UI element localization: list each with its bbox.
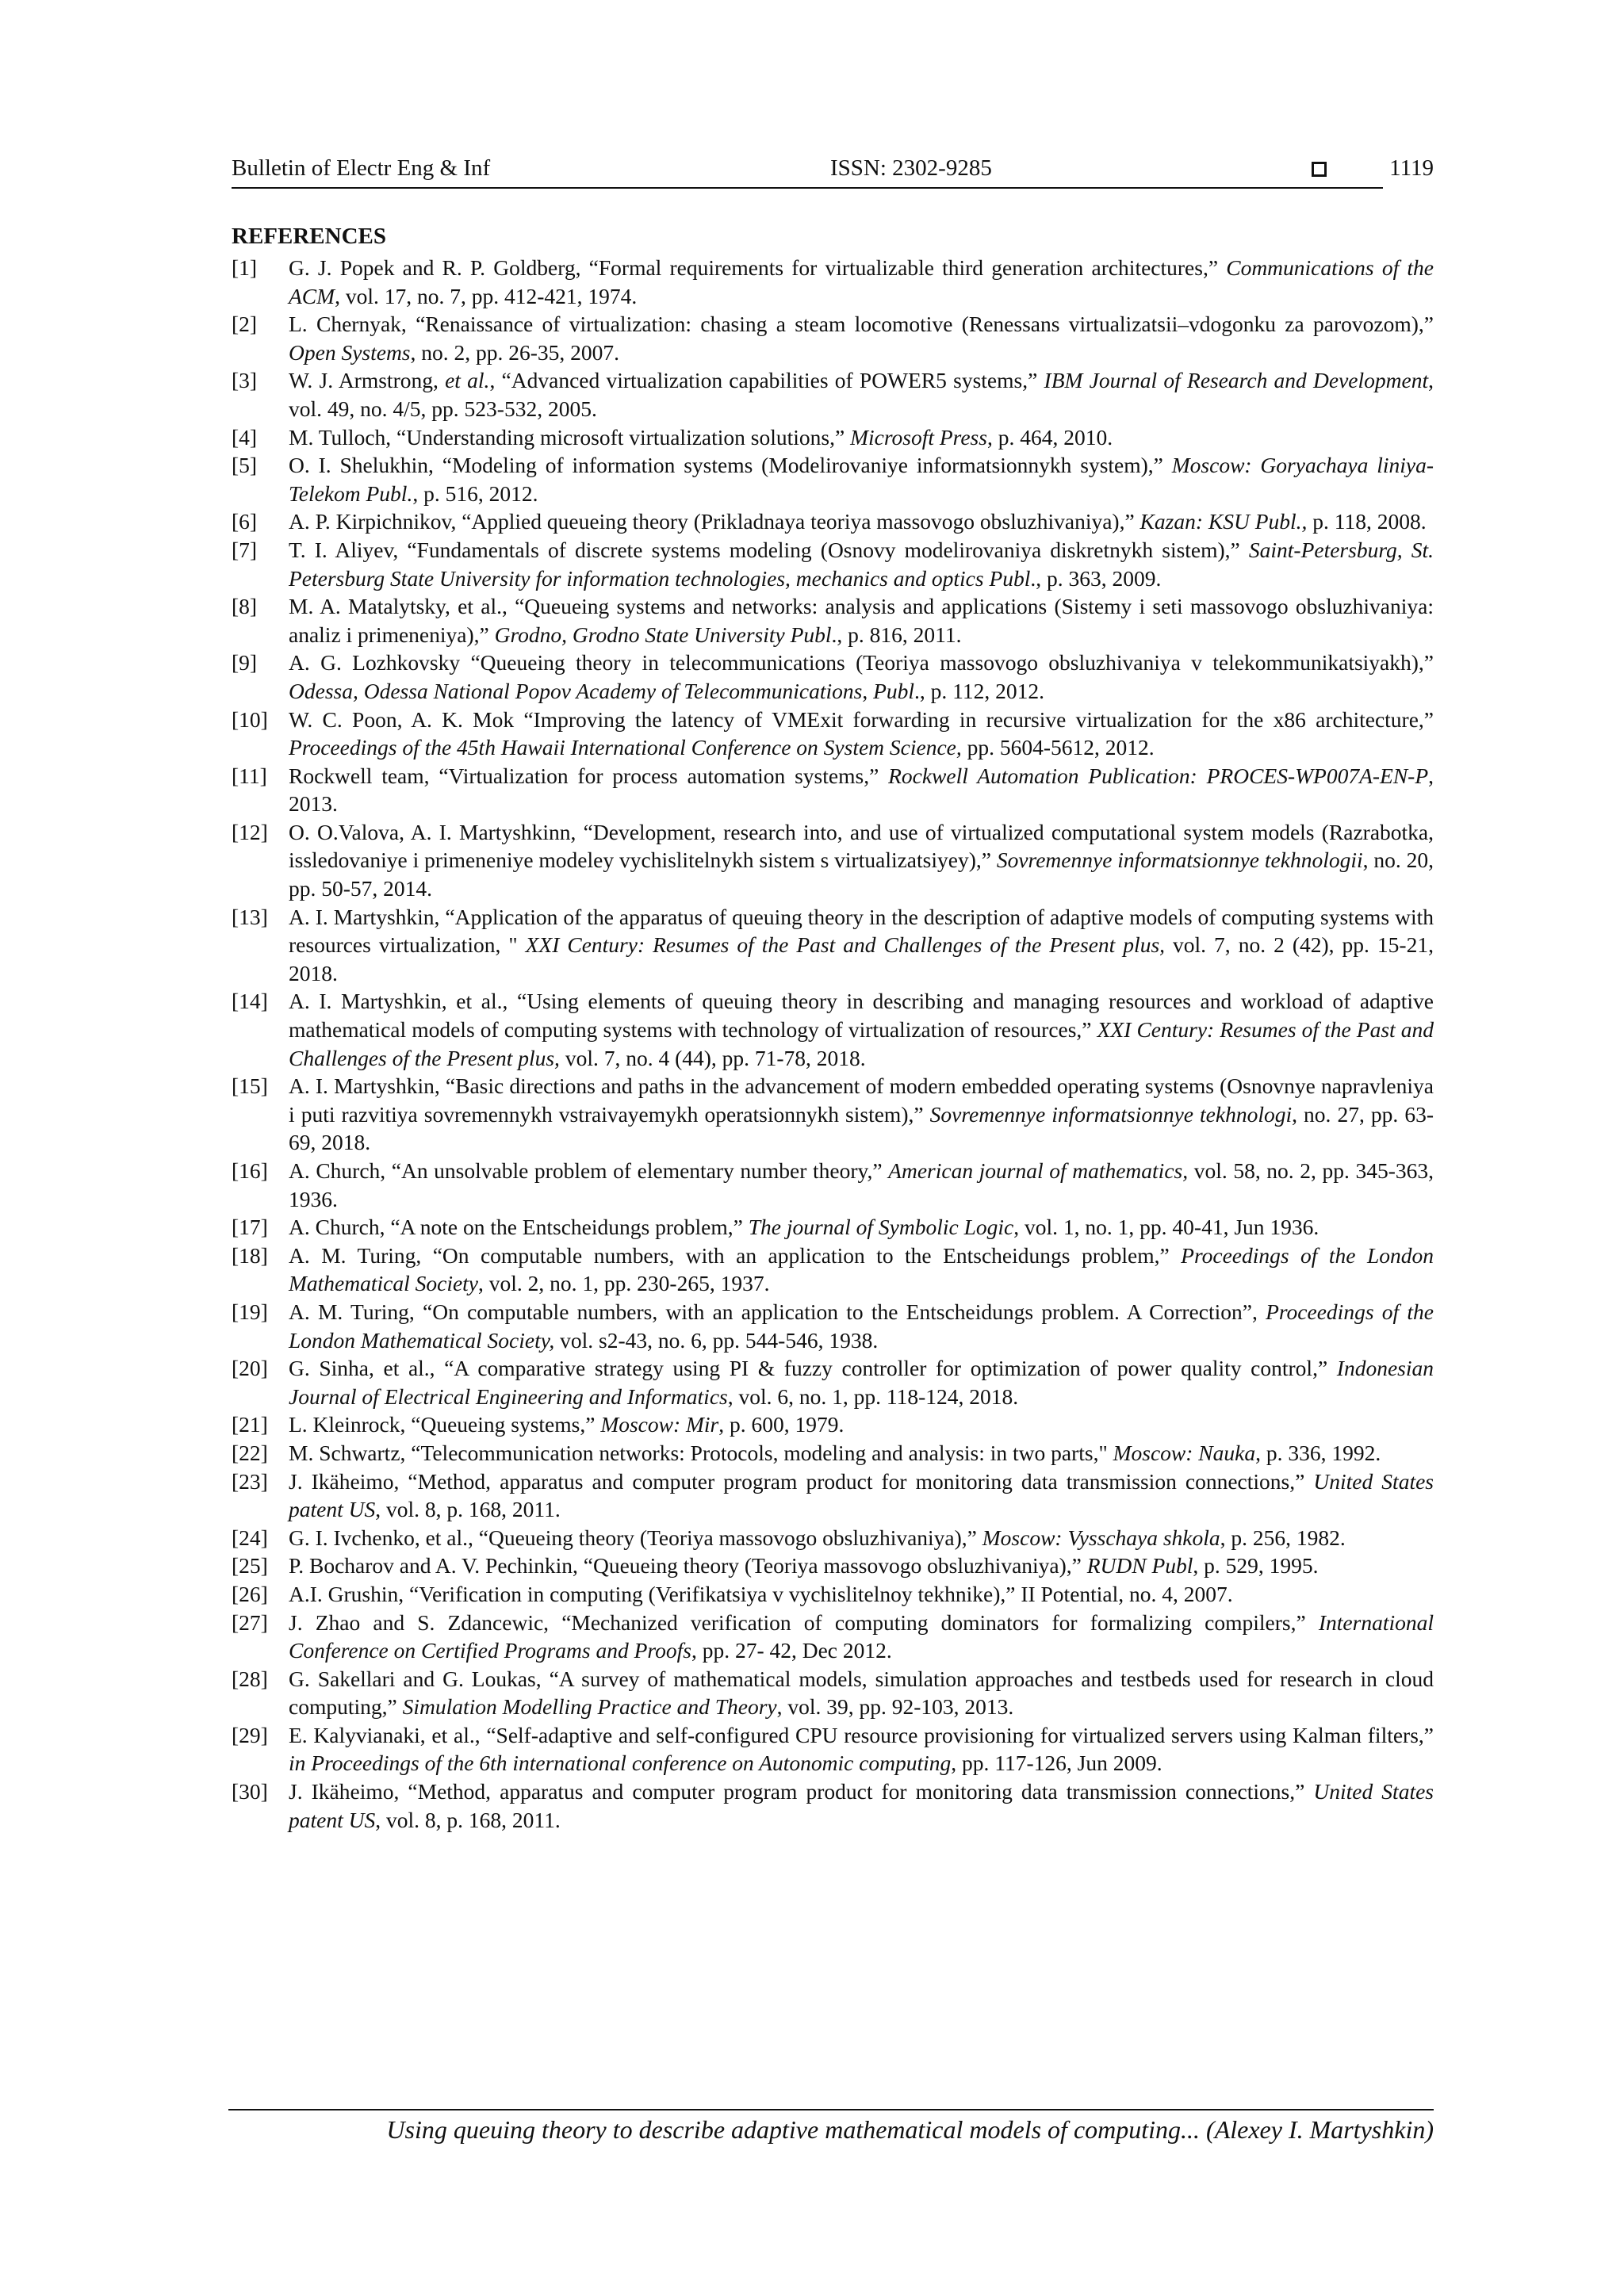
square-icon xyxy=(1312,162,1327,177)
reference-source: International Conference on Certified Programs and Proofs xyxy=(289,1609,1434,1663)
reference-number: [5] xyxy=(232,453,258,478)
reference-text: , vol. 17, no. 7, pp. 412-421, 1974. xyxy=(335,283,638,308)
reference-item xyxy=(232,1354,1434,1410)
reference-source: Simulation Modelling Practice and Theory xyxy=(402,1694,777,1720)
reference-source: The journal of Symbolic Logic xyxy=(748,1215,1014,1240)
reference-item xyxy=(232,1298,1434,1354)
reference-number: [2] xyxy=(232,312,258,337)
reference-source: Proceedings of the 45th Hawaii International Conference on System Science, xyxy=(289,735,962,760)
reference-number: [4] xyxy=(232,424,258,450)
reference-number: [17] xyxy=(232,1215,268,1240)
reference-text: , vol. 39, pp. 92-103, 2013. xyxy=(776,1694,1014,1720)
reference-source: et al. xyxy=(445,368,490,393)
reference-item xyxy=(232,818,1434,903)
running-footer: Using queuing theory to describe adaptive mathematical models of computing... (Alexey I. Martyshkin) xyxy=(386,2115,1434,2144)
reference-number: [25] xyxy=(232,1553,268,1578)
reference-text: p. 118, 2008. xyxy=(1307,509,1427,534)
reference-item xyxy=(232,1524,1434,1552)
reference-item xyxy=(232,649,1434,705)
reference-text: T. I. Aliyev, “Fundamentals of discrete systems modeling (Osnovy modelirovaniya diskretnykh sistem),” xyxy=(289,537,1249,562)
reference-number: [22] xyxy=(232,1440,268,1465)
reference-item xyxy=(232,903,1434,988)
reference-number: [26] xyxy=(232,1581,268,1606)
reference-text: , vol. 49, no. 4/5, pp. 523-532, 2005. xyxy=(289,368,1434,421)
reference-source: Open Systems xyxy=(289,339,411,365)
reference-item xyxy=(232,1580,1434,1609)
reference-item xyxy=(232,1410,1434,1439)
reference-item xyxy=(232,987,1434,1072)
reference-item xyxy=(232,507,1434,536)
reference-text: , 2013. xyxy=(289,763,1434,817)
reference-item xyxy=(232,1609,1434,1665)
reference-item xyxy=(232,762,1434,818)
reference-source: in Proceedings of the 6th international conference on Autonomic computing xyxy=(289,1751,952,1776)
reference-text: A. I. Martyshkin, “Basic directions and paths in the advancement of modern embedded operating systems (Osnovnye napravleniya i puti razvitiya sovremennykh vstraivayemykh operatsionnykh sistem),” xyxy=(289,1073,1434,1127)
reference-number: [8] xyxy=(232,594,258,619)
reference-item xyxy=(232,706,1434,762)
reference-text: , no. 20, pp. 50-57, 2014. xyxy=(289,848,1434,901)
reference-source: Rockwell Automation Publication: PROCES-WP007A-EN-P xyxy=(888,763,1429,788)
reference-text: A. I. Martyshkin, “Application of the apparatus of queuing theory in the description of adaptive models of computing systems with resources virtualization, " xyxy=(289,904,1434,958)
reference-number: [1] xyxy=(232,255,258,280)
reference-text: ., p. 816, 2011. xyxy=(831,622,962,647)
reference-text: A. M. Turing, “On computable numbers, with an application to the Entscheidungs problem,” xyxy=(289,1242,1182,1268)
reference-text: , vol. 6, no. 1, pp. 118-124, 2018. xyxy=(727,1383,1019,1409)
reference-number: [6] xyxy=(232,509,258,534)
reference-text: , pp. 27- 42, Dec 2012. xyxy=(691,1638,892,1663)
reference-source: American journal of mathematics, xyxy=(888,1158,1189,1183)
reference-item xyxy=(232,1552,1434,1580)
reference-text: G. J. Popek and R. P. Goldberg, “Formal requirements for virtualizable third generation architectures,” xyxy=(289,255,1227,280)
reference-text: , xyxy=(862,678,874,703)
reference-list xyxy=(232,254,1434,1834)
reference-text: ., p. 363, 2009. xyxy=(1030,565,1162,591)
reference-number: [3] xyxy=(232,368,258,393)
reference-source: Moscow: Goryachaya liniya-Telekom Publ. xyxy=(289,453,1434,506)
reference-text: A. I. Martyshkin, et al., “Using elements of queuing theory in describing and managing resources and workload of adaptive mathematical models of computing systems with technology of virtualization of resources,” xyxy=(289,989,1434,1043)
reference-item xyxy=(232,366,1434,423)
reference-number: [13] xyxy=(232,904,268,929)
reference-source: IBM Journal of Research and Development xyxy=(1044,368,1429,393)
reference-number: [21] xyxy=(232,1412,268,1437)
reference-number: [29] xyxy=(232,1722,268,1747)
references-heading: REFERENCES xyxy=(232,224,386,249)
reference-source: Sovremennye informatsionnye tekhnologi xyxy=(929,1101,1293,1127)
reference-text: G. Sakellari and G. Loukas, “A survey of mathematical models, simulation approaches and testbeds used for research in cloud computing,” xyxy=(289,1666,1434,1720)
reference-text: , p. 529, 1995. xyxy=(1193,1553,1319,1578)
reference-text: ., p. 112, 2012. xyxy=(914,678,1045,703)
reference-text: E. Kalyvianaki, et al., “Self-adaptive and self-configured CPU resource provisioning for virtualized servers using Kalman filters,” xyxy=(289,1722,1434,1747)
reference-source: Odessa, Odessa National Popov Academy of Telecommunications xyxy=(289,678,863,703)
reference-source: XXI Century: Resumes of the Past and Challenges of the Present plus, xyxy=(289,1017,1434,1070)
reference-text: vol. s2-43, no. 6, pp. 544-546, 1938. xyxy=(554,1327,879,1353)
reference-item xyxy=(232,1072,1434,1157)
reference-number: [11] xyxy=(232,763,267,788)
reference-text: Rockwell team, “Virtualization for process automation systems,” xyxy=(289,763,889,788)
reference-source: Saint-Petersburg, St. Petersburg State University for information technologies, mechanics and optics Publ xyxy=(289,537,1434,591)
reference-source: Moscow: Mir xyxy=(600,1412,719,1437)
reference-text: , “Advanced virtualization capabilities of POWER5 systems,” xyxy=(489,368,1044,393)
reference-number: [23] xyxy=(232,1468,268,1494)
reference-item xyxy=(232,1439,1434,1468)
running-header xyxy=(232,155,1434,190)
reference-number: [7] xyxy=(232,537,258,562)
reference-number: [28] xyxy=(232,1666,268,1691)
reference-text: M. A. Matalytsky, et al., “Queueing systems and networks: analysis and applications (Sistemy i seti massovogo obsluzhivaniya: analiz i primeneniya),” xyxy=(289,594,1434,647)
reference-text: vol. 58, no. 2, pp. 345-363, 1936. xyxy=(289,1158,1434,1211)
reference-text: , p. 516, 2012. xyxy=(412,480,538,506)
reference-number: [12] xyxy=(232,819,268,844)
reference-item xyxy=(232,423,1434,452)
reference-item xyxy=(232,451,1434,507)
reference-item xyxy=(232,592,1434,649)
reference-text: J. Zhao and S. Zdancewic, “Mechanized verification of computing dominators for formalizing compilers,” xyxy=(289,1609,1319,1635)
reference-text: J. Ikäheimo, “Method, apparatus and computer program product for monitoring data transmission connections,” xyxy=(289,1779,1314,1804)
reference-number: [19] xyxy=(232,1299,268,1324)
reference-text: P. Bocharov and A. V. Pechinkin, “Queueing theory (Teoriya massovogo obsluzhivaniya),” xyxy=(289,1553,1087,1578)
reference-text: A. P. Kirpichnikov, “Applied queueing theory (Prikladnaya teoriya massovogo obsluzhivaniya),” xyxy=(289,509,1140,534)
reference-text: O. I. Shelukhin, “Modeling of information systems (Modelirovaniye informatsionnykh system),” xyxy=(289,453,1172,478)
reference-number: [10] xyxy=(232,706,268,732)
reference-text: , vol. 1, no. 1, pp. 40-41, Jun 1936. xyxy=(1013,1215,1320,1240)
reference-source: Moscow: Nauka xyxy=(1113,1440,1256,1465)
reference-source: Grodno, Grodno State University Publ xyxy=(494,622,832,647)
reference-item xyxy=(232,1468,1434,1524)
reference-text: , pp. 117-126, Jun 2009. xyxy=(951,1751,1162,1776)
reference-text: L. Kleinrock, “Queueing systems,” xyxy=(289,1412,601,1437)
reference-item xyxy=(232,1157,1434,1213)
reference-item xyxy=(232,536,1434,592)
reference-number: [16] xyxy=(232,1158,268,1183)
reference-text: , no. 27, pp. 63-69, 2018. xyxy=(289,1101,1434,1155)
page-number: 1119 xyxy=(1389,155,1434,181)
reference-text: L. Chernyak, “Renaissance of virtualization: chasing a steam locomotive (Renessans virtualizatsii–vdogonku za parovozom),” xyxy=(289,312,1434,337)
reference-number: [27] xyxy=(232,1609,268,1635)
reference-source: Proceedings of the London Mathematical Society, xyxy=(289,1299,1434,1353)
reference-number: [18] xyxy=(232,1242,268,1268)
journal-name: Bulletin of Electr Eng & Inf xyxy=(232,155,491,181)
reference-number: [24] xyxy=(232,1525,268,1550)
footer-rule xyxy=(228,2109,1434,2110)
reference-number: [30] xyxy=(232,1779,268,1804)
reference-source: Communications of the ACM xyxy=(289,255,1434,308)
reference-item xyxy=(232,1665,1434,1721)
reference-source: Proceedings of the London Mathematical Society xyxy=(289,1242,1434,1296)
reference-item xyxy=(232,254,1434,310)
reference-number: [15] xyxy=(232,1073,268,1099)
reference-text: M. Tulloch, “Understanding microsoft virtualization solutions,” xyxy=(289,424,851,450)
reference-item xyxy=(232,1213,1434,1242)
reference-number: [20] xyxy=(232,1356,268,1381)
reference-item xyxy=(232,1242,1434,1298)
reference-text: pp. 5604-5612, 2012. xyxy=(961,735,1155,760)
reference-text: vol. 7, no. 2 (42), pp. 15-21, 2018. xyxy=(289,932,1434,985)
reference-number: [14] xyxy=(232,989,268,1014)
reference-text: O. O.Valova, A. I. Martyshkinn, “Development, research into, and use of virtualized computational system models (Razrabotka, issledovaniye i primeneniye modeley vychislitelnykh sistem s virtualizatsiyey),” xyxy=(289,819,1434,873)
reference-text: A. G. Lozhkovsky “Queueing theory in telecommunications (Teoriya massovogo obsluzhivaniya v telekommunikatsiyakh),” xyxy=(289,650,1434,675)
reference-item xyxy=(232,310,1434,366)
reference-source: Indonesian Journal of Electrical Engineering and Informatics xyxy=(289,1356,1434,1409)
reference-source: Microsoft Press xyxy=(850,424,987,450)
reference-text: G. I. Ivchenko, et al., “Queueing theory (Teoriya massovogo obsluzhivaniya),” xyxy=(289,1525,982,1550)
reference-source: Sovremennye informatsionnye tekhnologii xyxy=(996,848,1363,873)
reference-text: , p. 336, 1992. xyxy=(1255,1440,1381,1465)
reference-item xyxy=(232,1777,1434,1834)
reference-text: A. Church, “A note on the Entscheidungs problem,” xyxy=(289,1215,749,1240)
reference-text: A. Church, “An unsolvable problem of elementary number theory,” xyxy=(289,1158,889,1183)
reference-source: Moscow: Vysschaya shkola xyxy=(982,1525,1220,1550)
reference-text: , no. 2, pp. 26-35, 2007. xyxy=(410,339,620,365)
reference-text: , p. 464, 2010. xyxy=(986,424,1113,450)
reference-text: , p. 256, 1982. xyxy=(1220,1525,1346,1550)
reference-text: G. Sinha, et al., “A comparative strategy using PI & fuzzy controller for optimization of power quality control,” xyxy=(289,1356,1337,1381)
reference-text: vol. 7, no. 4 (44), pp. 71-78, 2018. xyxy=(559,1045,866,1070)
header-rule xyxy=(232,187,1383,189)
reference-text: W. J. Armstrong, xyxy=(289,368,446,393)
reference-text: , vol. 8, p. 168, 2011. xyxy=(375,1807,561,1832)
reference-source: Kazan: KSU Publ., xyxy=(1139,509,1308,534)
reference-source: RUDN Publ xyxy=(1086,1553,1193,1578)
reference-text: W. C. Poon, A. K. Mok “Improving the latency of VMExit forwarding in recursive virtualization for the x86 architecture,” xyxy=(289,706,1434,732)
reference-source: United States patent US xyxy=(289,1779,1434,1832)
reference-text: J. Ikäheimo, “Method, apparatus and computer program product for monitoring data transmission connections,” xyxy=(289,1468,1314,1494)
reference-text: , p. 600, 1979. xyxy=(718,1412,845,1437)
reference-source: XXI Century: Resumes of the Past and Challenges of the Present plus, xyxy=(525,932,1166,958)
reference-text: , vol. 2, no. 1, pp. 230-265, 1937. xyxy=(478,1271,770,1296)
reference-source: Publ xyxy=(873,678,915,703)
reference-text: , vol. 8, p. 168, 2011. xyxy=(375,1497,561,1522)
reference-number: [9] xyxy=(232,650,258,675)
reference-text: M. Schwartz, “Telecommunication networks: Protocols, modeling and analysis: in two parts," xyxy=(289,1440,1113,1465)
reference-item xyxy=(232,1721,1434,1777)
issn: ISSN: 2302-9285 xyxy=(830,155,992,181)
reference-text: A. M. Turing, “On computable numbers, with an application to the Entscheidungs problem. A Correction”, xyxy=(289,1299,1266,1324)
reference-source: United States patent US xyxy=(289,1468,1434,1522)
reference-text: A.I. Grushin, “Verification in computing (Verifikatsiya v vychislitelnoy tekhnike),” II Potential, no. 4, 2007. xyxy=(289,1581,1233,1606)
